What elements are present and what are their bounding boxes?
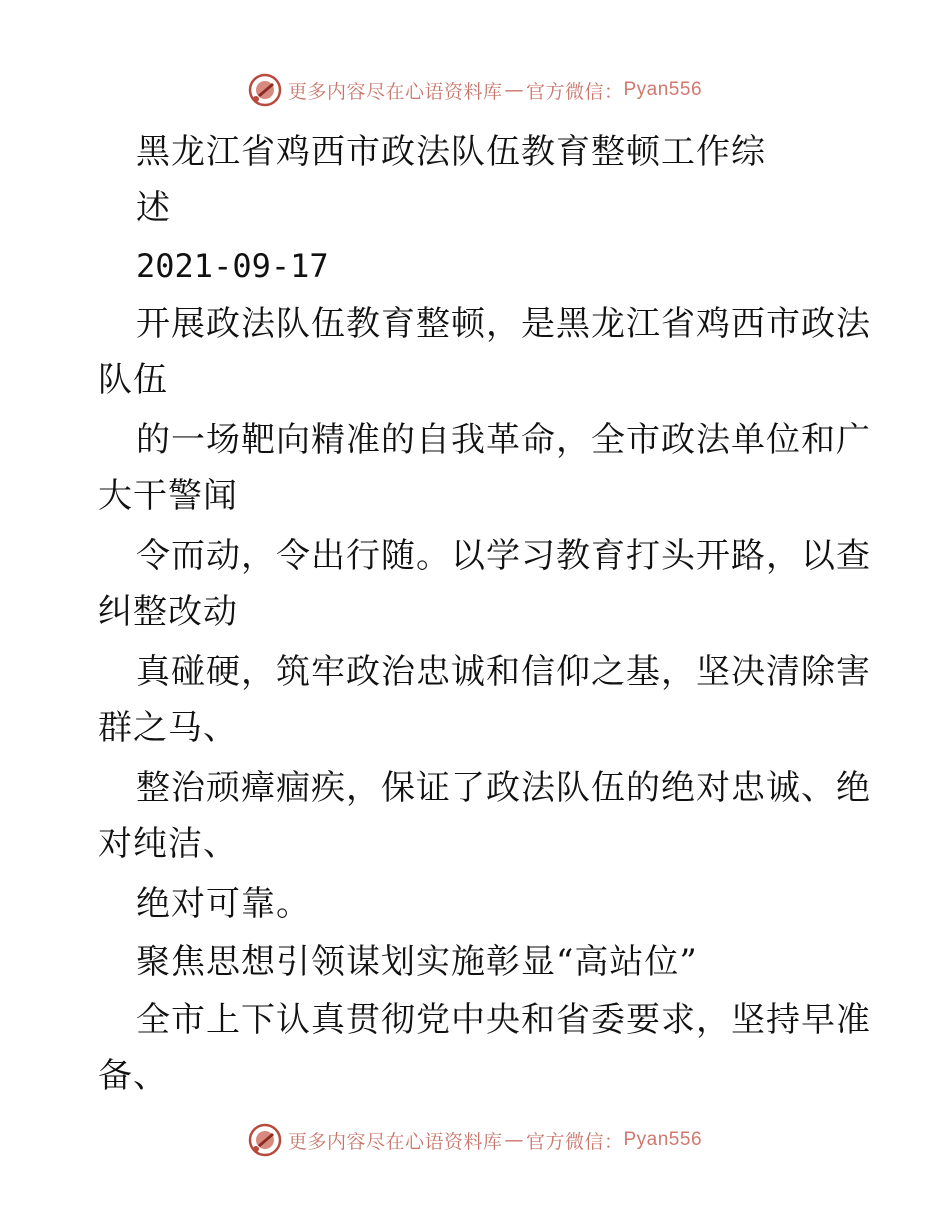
watermark-banner-top [0, 70, 950, 110]
article-title-line-1: 黑龙江省鸡西市政法队伍教育整顿工作综 [136, 132, 766, 172]
watermark-dash: — [504, 1129, 524, 1151]
paragraph-line: 对纯洁、 [98, 824, 238, 864]
paragraph-line: 令而动，令出行随。以学习教育打头开路，以查 [136, 536, 871, 576]
paragraph-line: 真碰硬，筑牢政治忠诚和信仰之基，坚决清除害 [136, 652, 871, 692]
paragraph-line: 队伍 [98, 360, 168, 400]
watermark-main-text: 更多内容尽在心语资料库 [287, 1130, 503, 1153]
article-date: 2021-09-17 [136, 247, 329, 285]
article-title-line-2: 述 [136, 188, 171, 228]
paragraph-line: 绝对可靠。 [136, 884, 311, 924]
watermark-wechat-label: 官方微信： [525, 1130, 624, 1153]
watermark-main-text: 更多内容尽在心语资料库 [287, 80, 503, 103]
watermark-banner-bottom [0, 1120, 950, 1160]
paragraph-line: 的一场靶向精准的自我革命，全市政法单位和广 [136, 420, 871, 460]
watermark-wechat-id: Pyan556 [623, 1129, 703, 1150]
paragraph-line: 全市上下认真贯彻党中央和省委要求，坚持早准 [136, 1000, 871, 1040]
section-heading: 聚焦思想引领谋划实施彰显“高站位” [136, 942, 698, 982]
paragraph-line: 备、 [98, 1056, 168, 1096]
paragraph-line: 纠整改动 [98, 592, 238, 632]
paragraph-line: 整治顽瘴痼疾，保证了政法队伍的绝对忠诚、绝 [136, 768, 871, 808]
watermark-dash: — [504, 79, 524, 101]
watermark-wechat-label: 官方微信： [525, 80, 624, 103]
watermark-wechat-id: Pyan556 [623, 79, 703, 100]
brand-logo-icon [248, 73, 282, 107]
paragraph-line: 群之马、 [98, 708, 238, 748]
brand-logo-icon [248, 1123, 282, 1157]
paragraph-line: 大干警闻 [98, 476, 238, 516]
paragraph-line: 开展政法队伍教育整顿，是黑龙江省鸡西市政法 [136, 304, 871, 344]
